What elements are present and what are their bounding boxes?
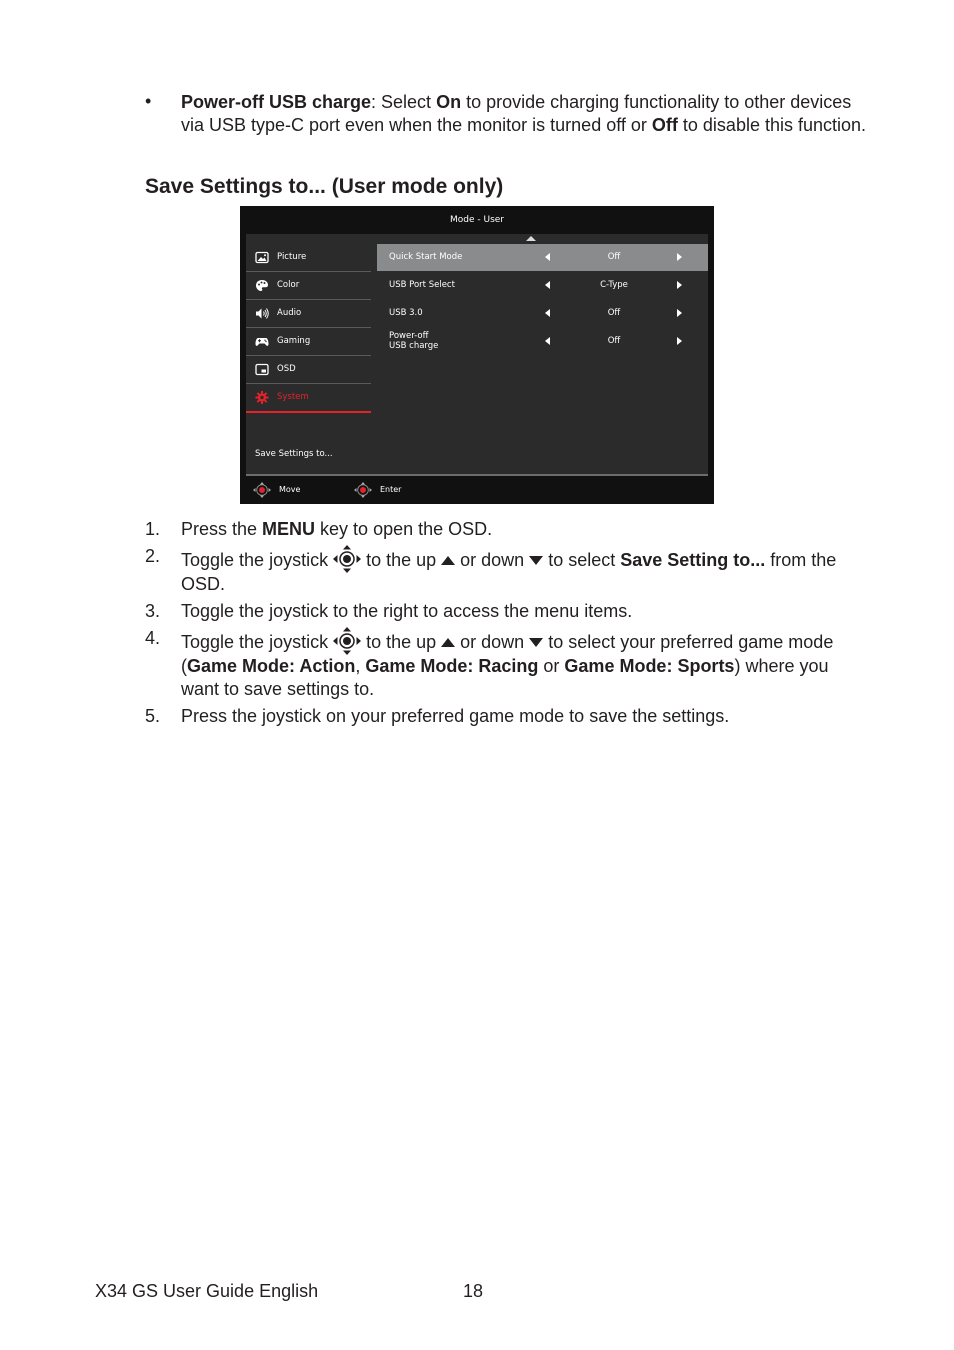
step-text: or down [460, 632, 525, 652]
down-arrow-icon [529, 638, 543, 647]
arrow-right-icon[interactable] [677, 253, 682, 261]
step-number: 5. [145, 705, 161, 726]
arrow-left-icon[interactable] [545, 281, 550, 289]
arrow-left-icon[interactable] [545, 253, 550, 261]
step-text: , [355, 656, 366, 676]
arrow-left-icon[interactable] [545, 337, 550, 345]
step-3 [145, 600, 865, 623]
picture-icon [255, 251, 269, 264]
osd-row-label-line1: Power-off [389, 331, 429, 341]
step-text: Press the [181, 519, 263, 539]
step-text: to the up [366, 632, 437, 652]
palette-icon [255, 279, 269, 292]
joystick-move-icon [253, 482, 271, 498]
scroll-up-indicator-icon [526, 236, 536, 241]
step-4 [145, 627, 865, 700]
step-text: ) where you want to save settings to. [181, 656, 829, 699]
osd-row-label-line2: USB charge [389, 341, 439, 351]
bullet-marker: • [145, 91, 152, 111]
section-heading: Save Settings to... (User mode only) [145, 175, 504, 198]
intro-text: to provide charging functionality to other devices via USB type-C port even when the monitor is turned off or [181, 92, 852, 135]
option-on: On [436, 92, 462, 112]
osd-menu-label: Picture [277, 252, 307, 262]
term-power-off-usb-charge: Power-off USB charge [181, 92, 372, 112]
osd-menu-label: Color [277, 280, 300, 290]
step-5 [145, 705, 865, 728]
step-text: Toggle the joystick [181, 550, 329, 570]
osd-row-value: Off [607, 336, 621, 346]
option-off: Off [651, 114, 678, 135]
arrow-right-icon[interactable] [677, 309, 682, 317]
step-text: to the up [366, 550, 437, 570]
gamepad-icon [255, 335, 269, 348]
step-text: key to open the OSD. [315, 519, 493, 539]
key-menu: MENU [262, 519, 316, 539]
step-text: Press the joystick on your preferred game mode to save the settings. [181, 705, 730, 726]
step-text: to select [548, 550, 621, 570]
osd-save-settings-label[interactable]: Save Settings to... [255, 449, 333, 459]
osd-row-value: Off [607, 252, 621, 262]
osd-menu-gaming[interactable] [246, 328, 371, 356]
osd-menu-system[interactable] [246, 384, 371, 413]
intro-paragraph [181, 91, 871, 136]
step-number: 1. [145, 519, 161, 539]
osd-menu-picture[interactable] [246, 244, 371, 272]
osd-menu-label: System [277, 392, 309, 402]
osd-menu-label: Gaming [277, 336, 311, 346]
speaker-icon [255, 307, 269, 320]
osd-row-label: Quick Start Mode [389, 252, 463, 262]
joystick-icon [332, 545, 362, 573]
step-2 [145, 545, 865, 596]
gear-icon [255, 391, 269, 404]
osd-row-label [389, 331, 438, 351]
osd-row-label: USB 3.0 [389, 308, 423, 318]
step-text: to select your preferred game mode ( [181, 632, 834, 676]
osd-footer-move: Move [279, 485, 301, 494]
joystick-icon [332, 627, 362, 655]
osd-row-usb-3[interactable] [377, 300, 708, 327]
footer-page-number: 18 [463, 1281, 484, 1301]
step-text: or down [460, 550, 525, 570]
step-1 [145, 518, 865, 541]
arrow-right-icon[interactable] [677, 281, 682, 289]
osd-row-value: C-Type [600, 280, 628, 290]
osd-icon [255, 363, 269, 376]
menu-item-save-setting: Save Setting to... [620, 550, 766, 570]
osd-footer-divider [246, 474, 708, 476]
osd-row-value: Off [607, 308, 621, 318]
game-mode-sports: Game Mode: Sports [564, 656, 735, 676]
osd-menu-osd[interactable] [246, 356, 371, 384]
osd-menu-audio[interactable] [246, 300, 371, 328]
up-arrow-icon [441, 638, 455, 647]
steps-list [145, 518, 865, 732]
osd-menu-color[interactable] [246, 272, 371, 300]
step-number: 4. [145, 628, 161, 648]
up-arrow-icon [441, 556, 455, 565]
osd-row-power-off-usb-charge[interactable] [377, 328, 708, 355]
osd-menu-label: Audio [277, 308, 302, 318]
osd-footer-enter: Enter [380, 485, 402, 494]
step-number: 3. [145, 601, 161, 621]
osd-screenshot [240, 206, 714, 504]
osd-row-usb-port-select[interactable] [377, 272, 708, 299]
footer-document-title: X34 GS User Guide English [95, 1281, 319, 1301]
game-mode-action: Game Mode: Action [187, 656, 356, 676]
down-arrow-icon [529, 556, 543, 565]
step-text: Toggle the joystick [181, 632, 329, 652]
osd-menu-label: OSD [277, 364, 296, 374]
intro-text: to disable this function. [677, 114, 867, 135]
step-text: from the OSD. [181, 550, 837, 594]
osd-row-label: USB Port Select [389, 280, 455, 290]
step-number: 2. [145, 546, 161, 566]
intro-text: : Select [371, 92, 437, 112]
arrow-left-icon[interactable] [545, 309, 550, 317]
game-mode-racing: Game Mode: Racing [365, 656, 539, 676]
arrow-right-icon[interactable] [677, 337, 682, 345]
osd-title: Mode - User [449, 215, 504, 225]
osd-row-quick-start-mode[interactable] [377, 244, 708, 271]
step-text: or [538, 656, 565, 676]
joystick-enter-icon [354, 482, 372, 498]
step-text: Toggle the joystick to the right to access the menu items. [181, 601, 633, 621]
